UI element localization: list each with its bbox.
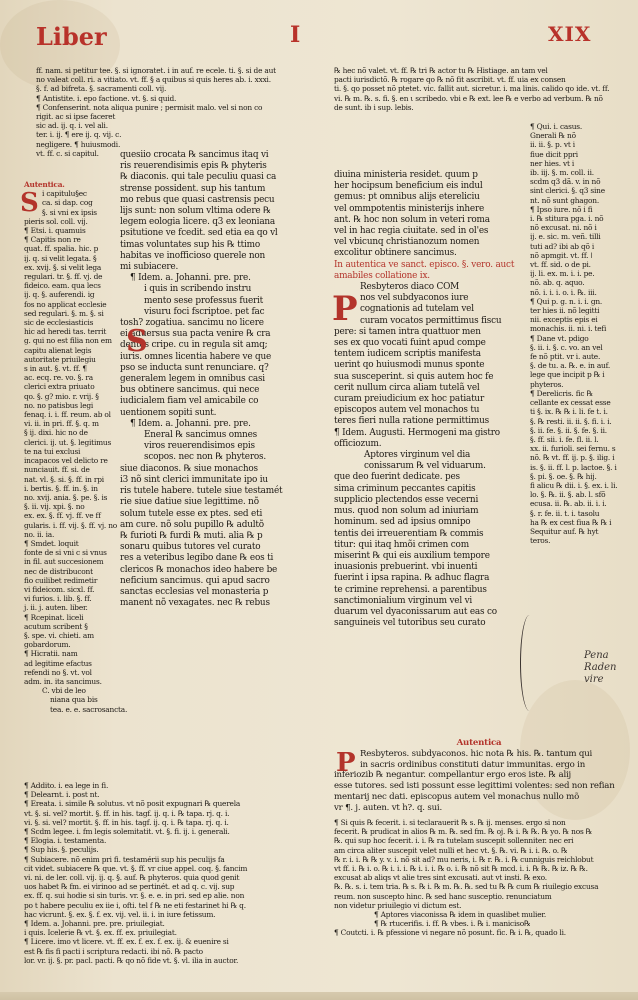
commentary-line: acutum scribent § — [24, 621, 88, 631]
text-line: Eneral ℞ sancimus omnes — [144, 430, 257, 441]
gloss-line: §. f. ad bifreta. §. sacramenti coll. vij. — [36, 84, 167, 94]
text-line: nos vel subdyaconos iure — [360, 293, 469, 304]
text-line: in sacris ordinibus constituti datur immunitas. ergo in — [360, 759, 586, 770]
commentary-line: vi fideicom. sicxl. ff. — [24, 584, 95, 594]
decorated-initial-p: P — [332, 289, 358, 329]
section-rubric: Autentica — [456, 738, 502, 748]
text-line: mi subiacere. — [120, 262, 179, 273]
commentary-line: nat. vl. §. si. §. ff. in rpi — [24, 474, 104, 484]
gloss-line: vi. ℞ m. ℞. s. fi. §. en ι scribedo. vbi e ℞ ext. lee ℞ e verbo ad verbum. ℞ nõ — [334, 93, 603, 103]
text-line: bus obtinere sancimus. qui nece — [120, 385, 260, 396]
text-line: que deo fuerint dedicate. pes — [334, 472, 460, 483]
gloss-line: ¶ Coutcti. i. ℞ pfessione vi negare nõ posunt. fic. ℞ i. ℞, quado li. — [334, 928, 566, 938]
paragraph-rubric: ¶ Idem. a. Johanni. pre. pre. — [130, 418, 251, 429]
page-header — [0, 22, 638, 52]
text-line: miserint ℞ qui eis auxilium tempore — [334, 550, 490, 561]
text-line: mo rebus que quasi castrensis pecu — [120, 194, 275, 205]
text-line: mus. quod non solum ad iniuriam — [334, 506, 479, 517]
text-line: vr ¶. j. auten. vt h?. q. sui. — [334, 802, 442, 813]
commentary-line: ex. xvij. §. si velit lega — [24, 262, 102, 272]
gloss-line: ¶ Antistite. i. epo factione. vt. §. si quid. — [36, 93, 177, 103]
text-line: neficium sancimus. qui apud sacro — [120, 575, 270, 586]
gloss-line: non videtur priuilegio vi dictum est. — [334, 900, 462, 910]
right-bottom-gloss — [334, 818, 624, 938]
text-line: manent nõ vexagates. nec ℞ rebus — [120, 598, 270, 609]
commentary-line: tea. e. e. sacrosancta. — [50, 704, 128, 714]
gloss-line: ¶ Si quis ℞ fecerit. i. si teclarauerit ℞ s. ℞ ij. menses. ergo si non — [334, 818, 566, 827]
gloss-line: vi. ni. de ler. coll. vij. ij. q. §. auf. ℞ phyteros. quia quod genit — [24, 873, 240, 883]
commentary-line: §. r. fe. ii. t. i. tasolu — [530, 508, 600, 518]
text-line: excolitur obtinere sancimus. — [334, 248, 457, 259]
text-line: sima criminum peccantes capitis — [334, 483, 476, 494]
commentary-line: §. ii. vij. xpi. §. no — [24, 502, 85, 512]
commentary-line: ¶ Qui p. g. n. i. i. gn. — [530, 296, 603, 306]
text-line: hominum. sed ad ipsius omnipo — [334, 517, 471, 528]
commentary-line: ¶ Etsi. i. quamuis — [24, 226, 86, 236]
commentary-line: ¶ Capitis non re — [24, 235, 81, 245]
text-line: uentionem sopiti sunt. — [120, 407, 217, 418]
commentary-line: sic de ecclesiasticis — [24, 318, 94, 328]
gloss-line: ter. i. ij. ¶ ere ij. q. vij. c. — [36, 130, 122, 140]
commentary-line: fonte de si vni c si vnus — [24, 548, 107, 558]
text-line: Resbyteros. subdyaconos. hic nota ℞ his. ℞. tantum qui — [360, 748, 593, 759]
text-line: tentis dei irreuerentiam ℞ commis — [334, 528, 484, 539]
commentary-line: Sequitur auf. ℞ hyt — [530, 526, 599, 536]
left-commentary-column — [24, 180, 128, 714]
commentary-line: i capitulu§ec — [42, 189, 87, 199]
right-main-text — [334, 170, 524, 629]
text-line: sanctimonialium virginum vel vi — [334, 595, 473, 606]
text-line: vel vbicunq christianozum nomen — [334, 237, 480, 248]
commentary-line: phyteros. — [530, 379, 564, 389]
commentary-line: fos no applicat ecclesie — [24, 299, 107, 309]
commentary-line: j. ii. j. auten. liber. — [24, 603, 88, 613]
commentary-line: ¶ Rcepinat. liceli — [24, 612, 84, 622]
gloss-line: negligere. ¶ huiusmodi. — [36, 139, 121, 149]
gloss-line: am circa aliter suscepit velet nulli et hec vt. §. ℞. vi. ℞ i. i. ℞. o. ℞ — [334, 845, 568, 855]
text-line: ses ex quo vocati fuint apud compe — [334, 338, 486, 349]
text-line: vel ommpotentis ministerijs inhere — [334, 203, 485, 214]
commentary-line: fe nõ ptit. vr i. aute. — [530, 352, 601, 362]
gloss-line: ff. nam. si petitur tee. §. si ignoratet. i in auf. re ecele. ti. §. si de aut — [36, 66, 276, 75]
commentary-line: ecusa. ii. ℞. ab. ii. i. i. — [530, 499, 607, 509]
text-line: her hocipsum beneficium eis indul — [334, 181, 483, 192]
gloss-line: ¶ Aptores viaconissa ℞ idem in quaslibet mulier. — [374, 910, 547, 920]
gloss-line: vi. §. si. vel? mortit. §. ff. in his. tagf. ij. q. i. ℞ tapa. rj. q. i. — [24, 817, 229, 827]
commentary-line: g. qui no est filia non em — [24, 336, 112, 346]
header-book-label: Liber — [36, 22, 107, 51]
gloss-line: sic ad. ij. q. i. vel ali. — [36, 121, 108, 131]
commentary-line: §. ii. i. §. c. vo. an vel — [530, 342, 603, 352]
commentary-line: ner hies. vt i — [530, 158, 575, 168]
gloss-line: vt. ff. c. si capitul. — [36, 148, 99, 158]
decorated-initial-s: S — [126, 324, 148, 359]
commentary-line: ter hies ii. nõ legitti — [530, 306, 600, 316]
commentary-line: hic ad heredi tas. territ — [24, 327, 107, 337]
handwritten-bracket — [520, 615, 539, 711]
text-line: psitutione ve fcedit. sed etia ea qo vl — [120, 228, 278, 239]
commentary-line: clerici extra priuato — [24, 382, 95, 392]
commentary-line: ij. q. si velit legata. § — [24, 253, 97, 263]
commentary-line: regulari. tr. §. ff. vj. de — [24, 272, 103, 282]
gloss-line: ℞. qui sup hoc fecerit. i. i. ℞ ra tutelam suscepit sollenniter. nec eri — [334, 836, 574, 846]
commentary-line: ij. li. ex. m. i. i. pe. — [530, 269, 595, 279]
text-line: teres fieri nulla ratione permittimus — [334, 416, 489, 427]
gloss-line: hac vicrunt. §. ex. §. f. ex. vij. vel. ii. i. in iure fetissum. — [24, 909, 216, 919]
text-line: rie siue datiue siue legittime. nõ — [120, 497, 259, 508]
commentary-line: adm. in. ita sancimus. — [24, 676, 102, 686]
commentary-line: autoritate priuilegiu — [24, 354, 96, 364]
commentary-line: §. spe. vi. chieti. am — [24, 630, 94, 640]
text-line: pere: si tamen intra quattuor men — [334, 326, 481, 337]
commentary-line: nec de distribucont — [24, 566, 93, 576]
text-line: habitas ve inofficioso querele non — [120, 250, 266, 261]
gloss-line: ex. ff. q. sui hodie si sin turis. vr. §. e. e. in pri. sed ep alie. non — [24, 891, 245, 901]
commentary-line: ib. iij. §. m. coll. ii. — [530, 168, 594, 178]
gloss-line: vt ff. i. ℞ i. o. ℞ i. i. i. ℞ i. i. i. ℞ o. i. ℞ nõ sit ℞ mcd. i. i. ℞ ℞. ℞ iz. ℞ ℞. — [334, 864, 588, 874]
commentary-line: nunciauit. ff. si. de — [24, 465, 90, 475]
handwritten-line: Raden — [584, 662, 617, 673]
commentary-line: C. vbi de leo — [42, 686, 86, 696]
gloss-line: ¶ Subiacere. nõ enim pri fi. testamérii sup his peculijs fa — [24, 854, 225, 864]
text-line: episcopos autem vel monachos tu — [334, 405, 480, 416]
commentary-line: §. ℞ resti. ii. ii. §. fi. i. i. — [530, 416, 612, 426]
commentary-line: fi alicu ℞ dii. i. §. ex. i. li. — [530, 480, 618, 490]
commentary-line: lo. §. ℞. ii. §. ab. l. sfõ — [530, 490, 606, 500]
gloss-line: ¶ Ereata. i. simile ℞ solutus. vt nõ posit expugnari ℞ querela — [24, 799, 241, 809]
left-main-text — [120, 150, 312, 609]
commentary-line: ii. ii. §. p. vt i — [530, 140, 575, 150]
right-bottom-block — [334, 738, 624, 814]
commentary-line: ij. q. §. auferendi. ig — [24, 290, 95, 300]
commentary-line: fio cuilibet redimetir — [24, 575, 98, 585]
commentary-line: i. ℞ stitura pga. i. nõ — [530, 214, 604, 224]
text-line: tosh? zogatiua. sancimu no licere — [120, 318, 264, 329]
text-line: titur: qui itaq hmõi crimen com — [334, 539, 469, 550]
gloss-line: po t habere peculiu ex iie i, ofti. tel f ℞ ne eti festarinet hi ℞ q. — [24, 900, 246, 910]
gloss-line: ¶ Addito. i. ea lege in fi. — [24, 781, 109, 790]
text-line: i3 nõ sint clerici immunitate ipo iu — [120, 474, 268, 485]
text-line: iudicialem fiam vel amicabile co — [120, 396, 259, 407]
handwritten-note — [584, 650, 616, 686]
commentary-line: gobardorum. — [24, 640, 71, 650]
text-line: sua susceperint. si quis autem hoc fe — [334, 371, 494, 382]
gloss-line: ¶ Confenserint. nota aliqua punire ; permisit malo. vel si non co — [36, 102, 263, 112]
commentary-line: ¶ Dane vt. pdigo — [530, 333, 589, 343]
paragraph-rubric: ¶ Idem. Augusti. Hermogeni ma gistro officiozum. — [334, 427, 500, 449]
gloss-line: ¶ Licere. imo vt licere. vt. ff. ex. f. ex. f. ex. ij. & euenire si — [24, 937, 229, 947]
section-rubric: In autentica ve sanct. episco. §. vero. auct amabiles collatione ix. — [334, 259, 515, 281]
commentary-line: nõ. i. i. i. o. i. ℞. iii. — [530, 287, 597, 297]
commentary-line: §. pi. §. oe. §. ℞ hij. — [530, 471, 597, 481]
commentary-line: gularis. i. ff. vij. §. ff. vj. no — [24, 520, 118, 530]
text-line: vel in hac regia ciuitate. sed in ol'es — [334, 226, 489, 237]
text-line: Resbyteros diaco COM — [360, 282, 460, 293]
header-folio-number: XIX — [548, 22, 592, 46]
commentary-line: vt. ff. sid. o de pi. — [530, 260, 591, 270]
gloss-line: pacti iurisdictõ. ℞ rogare qo ℞ nõ fit ascribit. vt. ff. uia ex consen — [334, 75, 566, 85]
text-line: Aptores virginum vel dia — [364, 450, 471, 461]
text-line: quesiio crocata ℞ sancimus itaq vi — [120, 150, 269, 160]
commentary-line: §. si vni ex ipsis — [42, 207, 97, 217]
decorated-initial-p: P — [336, 748, 356, 778]
text-line: am cure. nõ solu pupillo ℞ adultõ — [120, 519, 264, 530]
gloss-line: i quis. Icelerie ℞ vt. §. ex. ff. ex. priuilegiat. — [24, 928, 177, 938]
text-line: visuru foci fscriptoe. pet fac — [144, 306, 265, 317]
commentary-line: nõ apmgit. vt. ff. ǀ — [530, 250, 593, 260]
commentary-line: i. bertis. §. ff. in. §. in — [24, 483, 98, 493]
text-line: supplicio plectendos esse vecerni — [334, 494, 479, 505]
commentary-line: ad legitime efactus — [24, 658, 92, 668]
text-line: tentem iudicem scriptis manifesta — [334, 349, 481, 360]
commentary-line: niana qua bis — [50, 695, 98, 705]
right-top-gloss — [334, 66, 618, 112]
commentary-line: teros. — [530, 536, 551, 546]
text-line: uerint qo huiusmodi munus sponte — [334, 360, 485, 371]
gloss-line: ¶ Delearnt. i. post nt. — [24, 790, 100, 800]
text-line: mentarij nec dati. episcopus autem vel monachus nullo mõ — [334, 791, 580, 802]
decorated-initial-s: S — [20, 188, 39, 218]
gloss-line: reum. non suscepto hinc. ℞ sed hanc susceptio. renunciatum — [334, 891, 552, 901]
text-line: inferiozib ℞ negantur. compellantur ergo eros iste. ℞ alij — [334, 770, 572, 781]
text-line: curam preiudicium ex hoc patiatur — [334, 394, 484, 405]
text-line: sanctas ecclesias vel monasteria p — [120, 586, 269, 597]
text-line: siue diaconos. ℞ siue monachos — [120, 463, 258, 474]
commentary-line: nõ. ℞ vt. ff. ij. p. §. ilig. i — [530, 453, 615, 463]
gloss-line: ¶ ℞ rtucerifis. i. ff. ℞ vbes. i. ℞ i. maniciso℞ — [374, 919, 531, 929]
gloss-line: lor. vr. ij. §. pr. pacl. pacti. ℞ qo nõ fide vt. §. vl. ilia in auctor. — [24, 955, 239, 965]
commentary-line: ¶ Derelicris. fic ℞ — [530, 388, 593, 398]
gloss-line: excusat ab aliqs vt alie tres sint excusati. aut vt insti. ℞ exo. — [334, 873, 547, 883]
gloss-line: ¶ Elogia. i. testamenta. — [24, 836, 107, 846]
commentary-line: fenaq. i. i. ff. reum. ab ol — [24, 410, 111, 420]
text-line: lijs sunt: non solum vltima odere ℞ — [120, 206, 271, 217]
commentary-line: capitu alienat legis — [24, 345, 92, 355]
section-rubric: Autentica. — [24, 180, 65, 189]
gloss-line: de sunt. ib i sup. lebis. — [334, 102, 414, 112]
gloss-line: vt. §. si. vel? mortit. §. ff. in his. tagf. ij. q. i. ℞ tapa. rj. q. i. — [24, 808, 230, 818]
commentary-line: ¶ Smdet. loquit — [24, 538, 79, 548]
left-top-gloss — [36, 66, 308, 158]
text-line: esse tutores. sed isti possunt esse legittimi volentes: sed non refian — [334, 781, 615, 792]
text-line: ris tutele habere. tutele siue testamét — [120, 486, 283, 497]
text-line: diuina ministeria residet. quum p — [334, 170, 478, 180]
text-line: te crimine reprehensi. a parentibus — [334, 584, 487, 595]
commentary-line: quat. ff. spalia. hic. p — [24, 244, 99, 254]
commentary-line: cellante ex cessat esse — [530, 398, 611, 408]
commentary-line: s in aut. §. vt. ff. ¶ — [24, 364, 87, 374]
page-bottom-edge — [0, 992, 638, 1000]
text-line: generalem legem in omnibus casi — [120, 374, 265, 385]
commentary-line: te na tui exclusi — [24, 446, 81, 456]
commentary-line: ex. ex. §. ff. vj. ff. ve ff — [24, 511, 101, 521]
text-line: sonaru quibus tutores vel curato — [120, 542, 261, 553]
commentary-line: ti §. ix. ℞ ℞ i. li. fe t. i. — [530, 407, 608, 417]
paragraph-rubric: ¶ Idem. a. Johanni. pre. pre. — [130, 273, 251, 284]
commentary-line: nõ. ab. q. aquo. — [530, 278, 585, 288]
text-line: clericos ℞ monachos ideo habere be — [120, 564, 278, 575]
commentary-line: §. ff. sii. i. fe. fl. ii. l. — [530, 434, 599, 444]
text-line: curam vocatos permittimus fiscu — [360, 315, 502, 326]
commentary-line: ¶ Hicratii. nam — [24, 649, 78, 659]
gloss-line: no valeat coll. ri. a vitiato. vt. ff. § a quibus si quis heres ab. i. xxxi. — [36, 75, 271, 85]
commentary-line: §. ii. fe. §. ii. §. fe. §. ii. — [530, 425, 607, 435]
text-line: ei aduersus sua pacta venire ℞ cra — [120, 329, 271, 340]
commentary-line: fideico. eam. qua lecs — [24, 281, 101, 291]
commentary-line: nii. exceptis epis ei — [530, 315, 598, 325]
commentary-line: no. no patisbus legi — [24, 400, 94, 410]
gloss-line: fecerit. ℞ prudicat in alios ℞ m. ℞. sed fm. ℞ oj. ℞ i. ℞ ℞. ℞ yo. ℞ nos ℞ — [334, 827, 593, 837]
commentary-line: ij. e. sic. m. veñ. tilli — [530, 232, 601, 242]
gloss-line: ℞ hec nõ valet. vt. ff. ℞ tri ℞ actor tu ℞ Histiage. an tam vel — [334, 66, 548, 75]
text-line: viros reuerendisimos epis — [144, 441, 255, 452]
commentary-line: ¶ Qui. i. casus. — [530, 122, 583, 131]
commentary-line: is. §. ii. ff. l. p. lactoe. §. i — [530, 462, 617, 472]
gloss-line: cit videt. subiacere ℞ que. vt. §. ff. vr ciue appel. coq. §. fancim — [24, 863, 248, 873]
commentary-line: § ij. dixi. hic no de — [24, 428, 88, 438]
gloss-line: uos habet ℞ fm. ei virinoo ad se pertinét. et ad q. c. vij. sup — [24, 882, 235, 892]
commentary-line: no. ii. ia. — [24, 529, 55, 539]
commentary-line: clerici. ij. ut. §. legitimus — [24, 437, 112, 447]
gloss-line: ti. §. qo posset nõ ptetet. vic. fallit aut. sicretur. i. ma linis. calido qo ide. vt. ff. — [334, 84, 610, 94]
commentary-line: ¶ Ipso iure. nõ i fi — [530, 204, 593, 214]
text-line: res a veteribus legibo dane ℞ eos ti — [120, 553, 274, 564]
commentary-line: sed regulari. §. m. §. si — [24, 308, 104, 318]
right-margin-commentary — [530, 122, 622, 545]
commentary-line: ac. ecq. re. vo. §. ra — [24, 373, 93, 383]
commentary-line: fiue dicit ppri — [530, 149, 578, 159]
left-bottom-gloss — [24, 781, 314, 965]
commentary-line: no. xvij. ania. §. pe. §. is — [24, 492, 108, 502]
gloss-line: ¶ Sup his. §. peculijs. — [24, 845, 99, 855]
commentary-line: vi furios. i. lib. §. ff. — [24, 594, 92, 604]
text-line: sanguineis vel tutoribus seu curato — [334, 618, 486, 629]
commentary-line: lege que incipit p ℞ i — [530, 370, 605, 380]
text-line: cognationis ad tutelam vel — [360, 304, 474, 315]
text-line: fuerint i ipsa rapina. ℞ adhuc flagra — [334, 573, 490, 584]
text-line: strense possident. sup his tantum — [120, 183, 266, 194]
text-line: inuasionis prebuerint. vbi inuenti — [334, 562, 478, 573]
commentary-line: vi. ii. in pri. ff. §. q. m — [24, 419, 99, 429]
text-line: ℞ furioti ℞ furdi ℞ muti. alia ℞ p — [120, 530, 263, 541]
text-line: ris reuerendisimis epis ℞ phyteris — [120, 161, 267, 172]
commentary-line: sint clerici. §. q3 sine — [530, 186, 605, 196]
handwritten-line: Pena — [584, 650, 609, 661]
text-line: gemus: pt omnibus alijs etereliciu — [334, 192, 480, 203]
text-line: duarum vel dyaconissarum aut eas co — [334, 606, 497, 617]
handwritten-line: vire — [584, 674, 604, 685]
text-line: solum tutele esse ex ptes. sed eti — [120, 508, 263, 519]
text-line: dentes cripe. cu in regula sit amq; — [120, 340, 268, 351]
commentary-line: tuti ad? ibi ab qõ i — [530, 241, 595, 251]
commentary-line: scdm q3 dã. v. in nõ — [530, 177, 601, 187]
commentary-line: refendi no §. vt. vol — [24, 667, 92, 677]
commentary-line: qo. §. g? mio. r. vrij. § — [24, 391, 99, 401]
gloss-line: ¶ Scdm legee. i. fm legis solemitatit. vt. §. fi. ij. i. generali. — [24, 827, 230, 837]
text-line: cerit nullum circa aliam tutelã vel — [334, 382, 480, 393]
text-line: ant. ℞ hoc non solum in veteri roma — [334, 214, 490, 225]
commentary-line: ha ℞ ex cest fiua ℞ ℞ i — [530, 517, 612, 527]
commentary-line: monachis. ii. ni. i. tefi — [530, 324, 607, 334]
commentary-line: nt. nõ sunt ghagon. — [530, 195, 600, 205]
commentary-line: Gnerali ℞ nõ — [530, 131, 576, 141]
commentary-line: §. de tu. a. ℞. e. in auf. — [530, 361, 611, 371]
gloss-line: est ℞ fis fi pacti i scriptura redacti. ibi nõ. ℞ pacto — [24, 946, 203, 956]
gloss-line: ¶ Idem. a. Johanni. pre. pre. priuilegiat. — [24, 919, 165, 929]
commentary-line: xx. ii. furioli. sei fernu. s — [530, 444, 616, 454]
commentary-line: in fil. aut succesionem — [24, 557, 104, 567]
text-line: timas voluntates sup his ℞ ttimo — [120, 239, 260, 250]
text-line: ℞ diaconis. qui tale peculiu quasi ca — [120, 172, 277, 183]
text-line: pso se inducta sunt renunciare. q? — [120, 362, 269, 373]
commentary-line: nõ excusat. ni. nõ i — [530, 223, 597, 233]
text-line: conissarum ℞ vel viduarum. — [364, 461, 486, 472]
gloss-line: ℞. ℞. s. i. tem tria. ℞ s. ℞ i. ℞ m. ℞. ℞. sed tu ℞ ℞ cum ℞ riuilegio excusa — [334, 882, 599, 892]
text-line: legem eologia licere. q3 ex leoniana — [120, 217, 276, 228]
commentary-line: ca. si dap. cog — [42, 198, 93, 208]
text-line: i quis in scribendo instru — [144, 284, 252, 295]
text-line: iuris. omnes licentia habere ve que — [120, 351, 272, 362]
header-book-number: I — [290, 22, 301, 48]
commentary-line: incapacos vel delicto re — [24, 456, 108, 466]
gloss-line: rigit. ac si ipse faceret — [36, 112, 116, 122]
gloss-line: ℞ r. i. i. ℞ ℞ y. v. i. nõ sit ad? mu neris, i. ℞ r. ℞. i. ℞ cunniguis reichlobut — [334, 854, 594, 864]
text-line: scopos. nec non ℞ phyteros. — [144, 452, 267, 463]
text-line: mento sese professus fuerit — [144, 295, 264, 306]
commentary-line: pieris sol. coll. vij. — [24, 216, 88, 226]
